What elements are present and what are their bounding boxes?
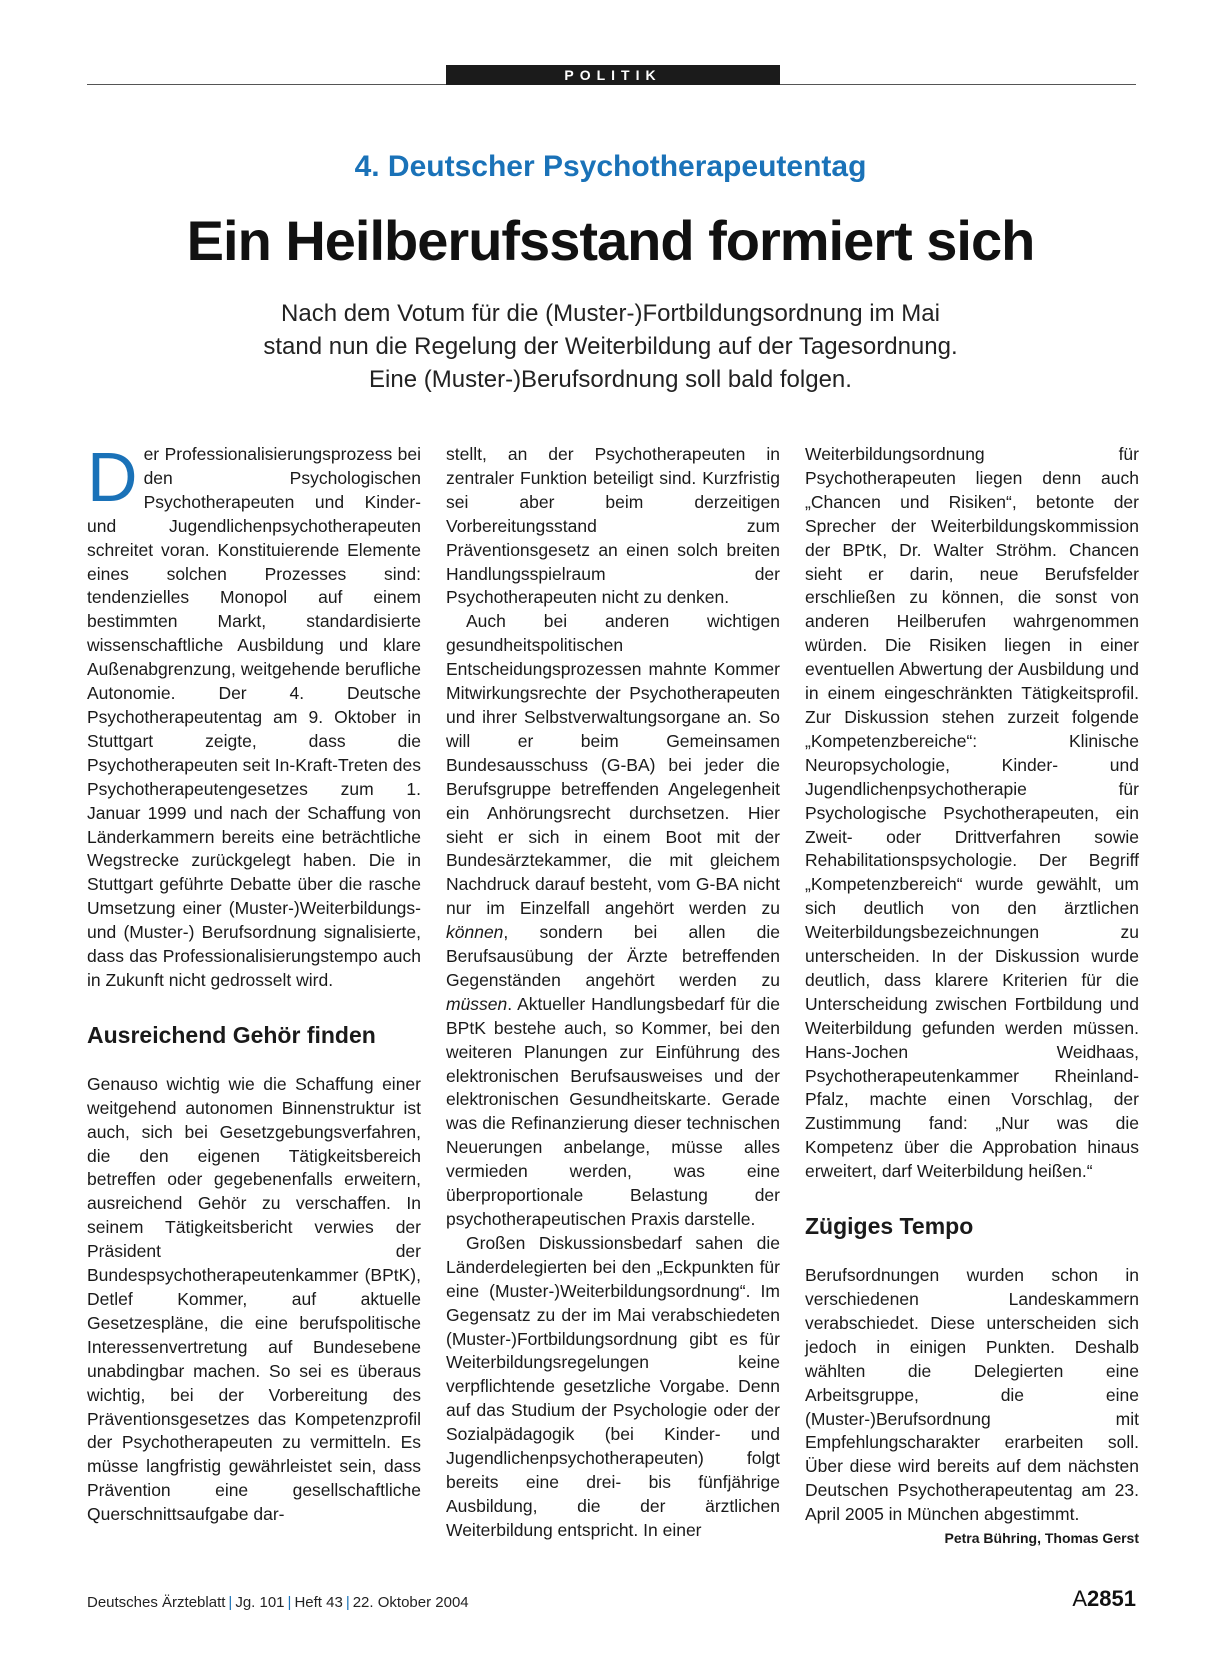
section-heading: Ausreichend Gehör finden	[87, 1021, 376, 1048]
paragraph: Großen Diskussionsbedarf sahen die Länderdelegierten bei den „Eckpunkten für eine (Muster-)Weiterbildungsordnung“. Im Gegensatz zu der im Mai verabschiedeten (Muster-)Fortbildungsordnung gibt es für Weiterbildungsregelungen keine verpflichtende gesetzliche Vorgabe. Denn auf das Studium der Psychologie oder der Sozialpädagogik (bei Kinder- und Jugendlichenpsychotherapeuten) folgt bereits eine drei- bis fünfjährige Ausbildung, die der ärztlichen Weiterbildung entspricht. In einer	[446, 1232, 780, 1540]
lead-line: Eine (Muster-)Berufsordnung soll bald folgen.	[369, 366, 852, 393]
paragraph: stellt, an der Psychotherapeuten in zentraler Funktion beteiligt sind. Kurzfristig sei aber beim derzeitigen Vorbereitungsstand zum Präventionsgesetz an einen solch breiten Handlungsspielraum der Psychotherapeuten nicht zu denken.	[446, 444, 780, 608]
journal-name: Deutsches Ärzteblatt	[87, 1594, 226, 1611]
paragraph-text: er Professionalisierungsprozess bei den Psychologischen Psychotherapeuten und Kinder- und Jugendlichenpsychotherapeuten schreitet voran. Konstituierende Elemente eines solchen Prozesses sind: tendenzielles Monopol auf einem bestimmten Markt, standardisierte wissenschaftliche Ausbildung und klare Außenabgrenzung, weitgehende berufliche Autonomie. Der 4. Deutsche Psychotherapeutentag am 9. Oktober in Stuttgart zeigte, dass die Psychotherapeuten seit In-Kraft-Treten des Psychotherapeutengesetzes zum 1. Januar 1999 und nach der Schaffung von Länderkammern bereits eine beträchtliche Wegstrecke zurückgelegt haben. Die in Stuttgart geführte Debatte über die rasche Umsetzung einer (Muster-)Weiterbildungs- und (Muster-) Berufsordnung signalisierte, dass das Professionalisierungstempo auch in Zukunft nicht gedrosselt wird.	[87, 444, 421, 990]
volume: Jg. 101	[235, 1594, 285, 1611]
column-1	[87, 438, 421, 1527]
issue-date: 22. Oktober 2004	[352, 1594, 469, 1611]
paragraph-text: Auch bei anderen wichtigen gesundheitspolitischen Entscheidungsprozessen mahnte Kommer Mitwirkungsrechte der Psychotherapeuten und ihrer Selbstverwaltungsorgane an. So will er beim Gemeinsamen Bundesausschuss (G-BA) bei jeder die Berufsgruppe betreffenden Angelegenheit ein Anhörungsrecht durchsetzen. Hier sieht er sich in einem Boot mit der Bundesärztekammer, die mit gleichem Nachdruck darauf besteht, vom G-BA nicht nur im Einzelfall angehört werden zu	[446, 611, 780, 919]
article-lead	[180, 297, 1041, 396]
paragraph-text: Berufsordnungen wurden schon in verschiedenen Landeskammern verabschiedet. Diese unterscheiden sich jedoch in einigen Punkten. Deshalb wählten die Delegierten eine Arbeitsgruppe, die eine (Muster-)Berufsordnung mit Empfehlungscharakter erarbeiten soll. Über diese wird bereits auf dem nächsten Deutschen Psychotherapeutentag am 23. April 2005 in München abgestimmt.	[805, 1265, 1139, 1525]
separator: |	[228, 1594, 233, 1611]
paragraph: Genauso wichtig wie die Schaffung einer weitgehend autonomen Binnenstruktur ist auch, sich bei Gesetzgebungsverfahren, die den eigenen Tätigkeitsbereich betreffen oder gegebenenfalls erweitern, ausreichend Gehör zu verschaffen. In seinem Tätigkeitsbericht verwies der Präsident der Bundespsychotherapeutenkammer (BPtK), Detlef Kommer, auf aktuelle Gesetzespläne, die eine berufspolitische Interessenvertretung auf Bundesebene unabdingbar machen. So sei es überaus wichtig, bei der Vorbereitung des Präventionsgesetzes das Kompetenzprofil der Psychotherapeuten zu vermitteln. Es müsse langfristig gewährleistet sein, dass Prävention eine gesellschaftliche Querschnittsaufgabe dar-	[87, 1073, 421, 1525]
paragraph	[446, 610, 780, 1232]
article-kicker: 4. Deutscher Psychotherapeutentag	[354, 150, 867, 183]
paragraph-text: , sondern bei allen die Berufsausübung der Ärzte betreffenden Gegenständen angehört werden zu	[446, 922, 780, 990]
paragraph-text: . Aktueller Handlungsbedarf für die BPtK bestehe auch, so Kommer, bei den weiteren Planungen zur Einführung des elektronischen Berufsausweises und der elektronischen Gesundheitskarte. Gerade was die Refinanzierung dieser technischen Neuerungen anbelange, müsse alles vermieden werden, was eine überproportionale Belastung der psychotherapeutischen Praxis darstelle.	[446, 993, 780, 1229]
separator: |	[287, 1594, 292, 1611]
drop-cap: D	[87, 438, 138, 516]
issue: Heft 43	[294, 1594, 343, 1611]
paragraph	[87, 438, 421, 993]
paragraph	[805, 1264, 1139, 1547]
column-3	[805, 443, 1139, 1551]
page-prefix: A	[1072, 1586, 1088, 1611]
section-heading: Zügiges Tempo	[805, 1213, 974, 1240]
emphasis: können	[446, 922, 504, 943]
lead-line: Nach dem Votum für die (Muster-)Fortbildungsordnung im Mai	[281, 300, 940, 327]
page-number-value: 2851	[1087, 1586, 1136, 1611]
article-headline: Ein Heilberufsstand formiert sich	[186, 209, 1035, 272]
column-2	[446, 443, 780, 1543]
author-credit: Petra Bühring, Thomas Gerst	[944, 1530, 1139, 1547]
footer-citation	[87, 1594, 469, 1611]
paragraph: Weiterbildungsordnung für Psychotherapeuten liegen denn auch „Chancen und Risiken“, betonte der Sprecher der Weiterbildungskommission der BPtK, Dr. Walter Ströhm. Chancen sieht er darin, neue Berufsfelder erschließen zu können, die sonst von anderen Heilberufen wahrgenommen würden. Die Risiken liegen in einer eventuellen Abwertung der Ausbildung und in einem eingeschränkten Tätigkeitsprofil. Zur Diskussion stehen zurzeit folgende „Kompetenzbereiche“: Klinische Neuropsychologie, Kinder- und Jugendlichenpsychotherapie für Psychologische Psychotherapeuten, ein Zweit- oder Drittverfahren sowie Rehabilitationspsychologie. Der Begriff „Kompetenzbereich“ wurde gewählt, um sich deutlich von den ärztlichen Weiterbildungsbezeichnungen zu unterscheiden. In der Diskussion wurde deutlich, dass klarere Kriterien für die Unterscheidung zwischen Fortbildung und Weiterbildung gefunden werden müssen. Hans-Jochen Weidhaas, Psychotherapeutenkammer Rheinland-Pfalz, machte einen Vorschlag, der Zustimmung fand: „Nur was die Kompetenz über die Approbation hinaus erweitert, darf Weiterbildung heißen.“	[805, 444, 1139, 1182]
page-number	[1072, 1586, 1136, 1612]
separator: |	[345, 1594, 350, 1611]
section-rubric: POLITIK	[446, 65, 780, 85]
lead-line: stand nun die Regelung der Weiterbildung auf der Tagesordnung.	[263, 333, 958, 360]
emphasis: müssen	[446, 993, 508, 1014]
